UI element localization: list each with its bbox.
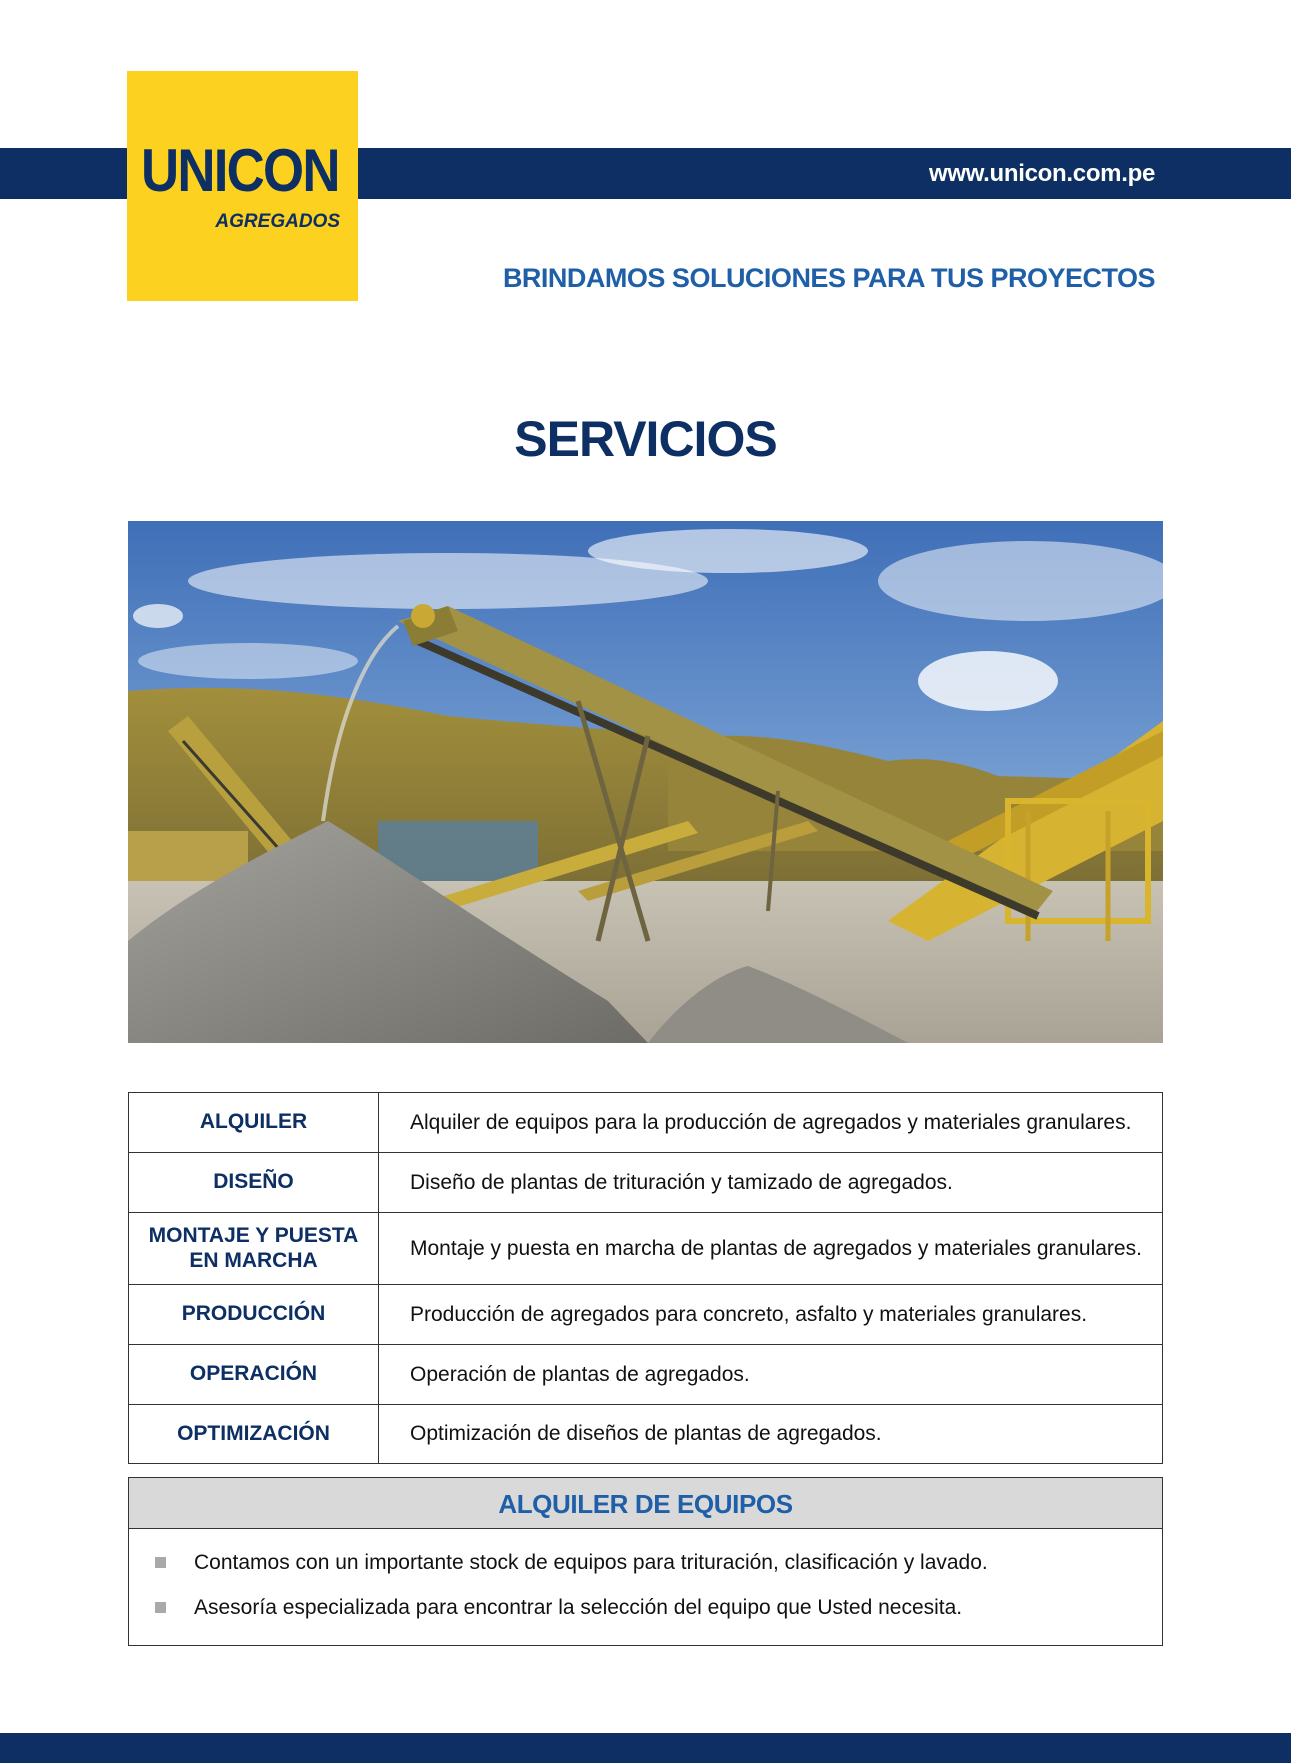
service-name bbox=[129, 1213, 379, 1285]
logo-wordmark: UNICON bbox=[141, 137, 339, 204]
list-item-text: Asesoría especializada para encontrar la selección del equipo que Usted necesita. bbox=[194, 1596, 963, 1619]
service-description: Producción de agregados para concreto, asfalto y materiales granulares. bbox=[379, 1285, 1163, 1345]
square-bullet-icon bbox=[155, 1602, 166, 1613]
table-row bbox=[129, 1405, 1163, 1464]
service-description: Operación de plantas de agregados. bbox=[379, 1345, 1163, 1405]
equipment-list bbox=[129, 1529, 1162, 1641]
table-row bbox=[129, 1093, 1163, 1153]
website-url[interactable]: www.unicon.com.pe bbox=[928, 160, 1155, 187]
service-description: Optimización de diseños de plantas de agregados. bbox=[379, 1405, 1163, 1464]
list-item bbox=[155, 1551, 1162, 1596]
service-name: OPERACIÓN bbox=[129, 1345, 379, 1405]
unicon-logo bbox=[127, 71, 358, 301]
table-row bbox=[129, 1285, 1163, 1345]
table-row bbox=[129, 1213, 1163, 1285]
service-name: DISEÑO bbox=[129, 1153, 379, 1213]
equipment-rental-title: ALQUILER DE EQUIPOS bbox=[129, 1478, 1162, 1529]
service-description: Alquiler de equipos para la producción de agregados y materiales granulares. bbox=[379, 1093, 1163, 1153]
services-table bbox=[128, 1092, 1163, 1464]
page-title: SERVICIOS bbox=[514, 411, 777, 467]
footer-band bbox=[0, 1733, 1291, 1763]
square-bullet-icon bbox=[155, 1557, 166, 1568]
service-name: ALQUILER bbox=[129, 1093, 379, 1153]
list-item-text: Contamos con un importante stock de equipos para trituración, clasificación y lavado. bbox=[194, 1551, 988, 1574]
service-name-line: EN MARCHA bbox=[189, 1248, 318, 1272]
service-description: Diseño de plantas de trituración y tamizado de agregados. bbox=[379, 1153, 1163, 1213]
table-row bbox=[129, 1345, 1163, 1405]
table-row bbox=[129, 1153, 1163, 1213]
equipment-rental-panel bbox=[128, 1477, 1163, 1646]
logo-subtitle: AGREGADOS bbox=[215, 211, 340, 232]
service-name-line: MONTAJE Y PUESTA bbox=[148, 1224, 359, 1248]
hero-photo bbox=[128, 521, 1163, 1043]
conveyor-aggregate-plant-photo-icon bbox=[128, 521, 1163, 1043]
list-item bbox=[155, 1596, 1162, 1641]
tagline: BRINDAMOS SOLUCIONES PARA TUS PROYECTOS bbox=[502, 263, 1155, 293]
service-description: Montaje y puesta en marcha de plantas de agregados y materiales granulares. bbox=[379, 1213, 1163, 1285]
service-name: OPTIMIZACIÓN bbox=[129, 1405, 379, 1464]
service-name: PRODUCCIÓN bbox=[129, 1285, 379, 1345]
